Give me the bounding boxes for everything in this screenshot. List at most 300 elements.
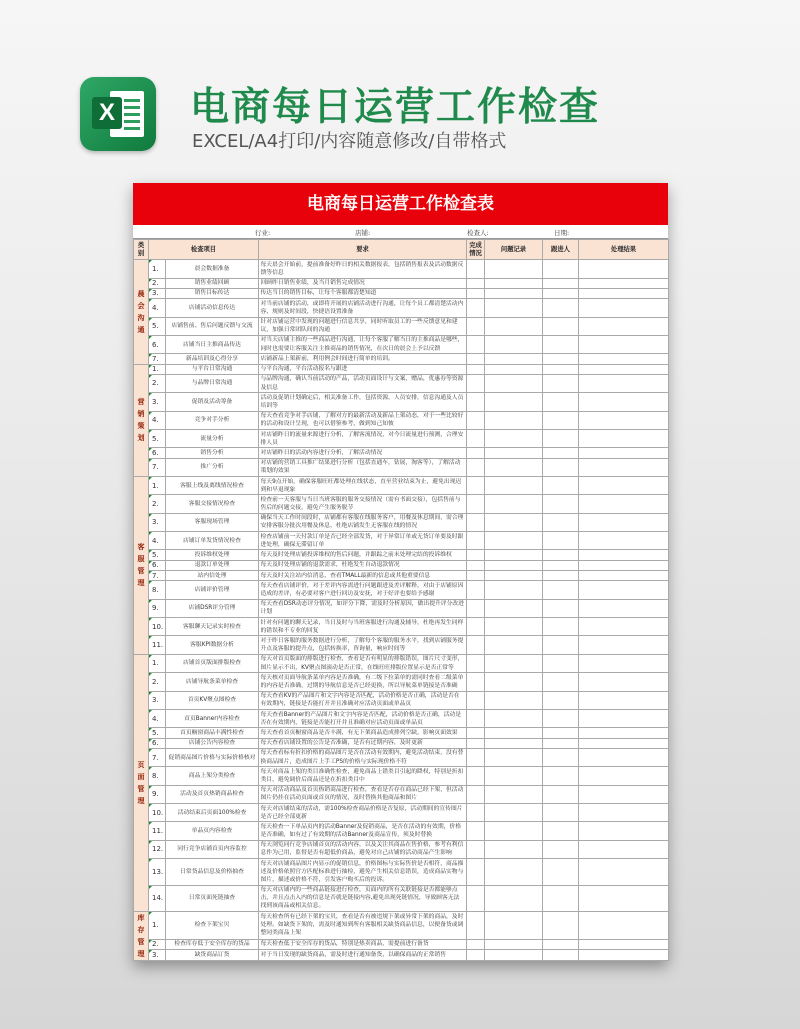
status-cell[interactable]: [467, 260, 485, 278]
result-cell[interactable]: [579, 513, 669, 531]
status-cell[interactable]: [467, 636, 485, 654]
follower-cell[interactable]: [543, 495, 579, 513]
status-cell[interactable]: [467, 335, 485, 353]
item-name: 销售分析: [166, 448, 259, 458]
result-cell[interactable]: [579, 495, 669, 513]
table-row: [134, 429, 669, 447]
issues-cell[interactable]: [485, 728, 543, 738]
follower-cell[interactable]: [543, 411, 579, 429]
table-row: [134, 581, 669, 599]
item-requirement: 对店铺的营销工具推广结果进行分析（包括直通车，钻展，淘客等），了解活动策划的效果: [259, 458, 467, 476]
follower-cell[interactable]: [543, 822, 579, 840]
status-cell[interactable]: [467, 393, 485, 411]
issues-cell[interactable]: [485, 673, 543, 691]
item-name: 店铺售前、售后问题反馈与交流: [166, 317, 259, 335]
inspector-label: 检查人:: [467, 229, 489, 237]
issues-cell[interactable]: [485, 288, 543, 298]
item-number: 6.: [149, 560, 166, 570]
table-row: [134, 804, 669, 822]
status-cell[interactable]: [467, 785, 485, 803]
issues-cell[interactable]: [485, 859, 543, 885]
table-row: [134, 532, 669, 550]
status-cell[interactable]: [467, 448, 485, 458]
follower-cell[interactable]: [543, 748, 579, 766]
issues-cell[interactable]: [485, 885, 543, 911]
item-requirement: 每天及时处理店铺投诉维权的售后问题，并跟踪之前未处理完结的投诉维权: [259, 550, 467, 560]
follower-cell[interactable]: [543, 691, 579, 709]
status-cell[interactable]: [467, 709, 485, 727]
issues-cell[interactable]: [485, 571, 543, 581]
follower-cell[interactable]: [543, 859, 579, 885]
item-name: 店铺订单发货情况检查: [166, 532, 259, 550]
item-requirement: 对店铺昨日的流量来源进行分析，了解客流情况，对今日流量进行预测，合理安排人员: [259, 429, 467, 447]
result-cell[interactable]: [579, 550, 669, 560]
checklist-sheet: [133, 183, 668, 961]
item-name: 检查下架宝贝: [166, 912, 259, 940]
issues-cell[interactable]: [485, 599, 543, 617]
table-row: [134, 912, 669, 940]
table-row: [134, 599, 669, 617]
status-cell[interactable]: [467, 411, 485, 429]
item-name: 投诉维权处理: [166, 550, 259, 560]
issues-cell[interactable]: [485, 299, 543, 317]
issues-cell[interactable]: [485, 748, 543, 766]
issues-cell[interactable]: [485, 260, 543, 278]
result-cell[interactable]: [579, 767, 669, 785]
item-name: 客服交接情况检查: [166, 495, 259, 513]
item-number: 10.: [149, 618, 166, 636]
status-cell[interactable]: [467, 599, 485, 617]
item-requirement: 检查前一天客服与当日当班客服的服务交接情况（需有书面交接），包括售前与售后的问题交接，避免产生服务脱节: [259, 495, 467, 513]
follower-cell[interactable]: [543, 912, 579, 940]
result-cell[interactable]: [579, 476, 669, 494]
item-number: 2.: [149, 673, 166, 691]
status-cell[interactable]: [467, 429, 485, 447]
item-number: 3.: [149, 691, 166, 709]
table-row: [134, 691, 669, 709]
status-cell[interactable]: [467, 885, 485, 911]
table-row: [134, 374, 669, 392]
item-requirement: 对店铺昨日的活动内容进行分析，了解活动情况: [259, 448, 467, 458]
status-cell[interactable]: [467, 513, 485, 531]
follower-cell[interactable]: [543, 448, 579, 458]
issues-cell[interactable]: [485, 767, 543, 785]
table-row: [134, 299, 669, 317]
result-cell[interactable]: [579, 859, 669, 885]
result-cell[interactable]: [579, 260, 669, 278]
issues-cell[interactable]: [485, 618, 543, 636]
result-cell[interactable]: [579, 354, 669, 364]
issues-cell[interactable]: [485, 393, 543, 411]
follower-cell[interactable]: [543, 939, 579, 950]
status-cell[interactable]: [467, 654, 485, 672]
result-cell[interactable]: [579, 618, 669, 636]
item-requirement: 每天检查一下单品页内的活动Banner及促销商品，是否在活动的有效期，价格是否准确，如有过了有效期的活动Banner及商品宣传，须及时替换: [259, 822, 467, 840]
item-requirement: 每天查看店铺评价，对于差评内容需进行问题跟进及差评解释，对由于店铺原因造成的差评，有必要对客户进行回访及安抚，对于好评也要给予感谢: [259, 581, 467, 599]
table-row: [134, 785, 669, 803]
status-cell[interactable]: [467, 691, 485, 709]
status-cell[interactable]: [467, 532, 485, 550]
item-number: 8.: [149, 581, 166, 599]
follower-cell[interactable]: [543, 840, 579, 858]
follower-cell[interactable]: [543, 636, 579, 654]
item-requirement: 传达当日的销售目标，让每个客服都清楚知道: [259, 288, 467, 298]
item-requirement: 每天对店铺商品图片内显示的促销信息，价格图标与实际售价是否相符，商品描述及价格依照官方匹配标准进行抽检，避免产生相关信息错误，造成商品实物与图片，描述或价格不符，引发客户购买后的投诉。: [259, 859, 467, 885]
table-row: [134, 458, 669, 476]
issues-cell[interactable]: [485, 513, 543, 531]
table-row: [134, 317, 669, 335]
item-number: 7.: [149, 354, 166, 364]
item-number: 5.: [149, 550, 166, 560]
status-cell[interactable]: [467, 804, 485, 822]
issues-cell[interactable]: [485, 738, 543, 748]
status-cell[interactable]: [467, 560, 485, 570]
item-name: 首页KV聚点图检查: [166, 691, 259, 709]
status-cell[interactable]: [467, 288, 485, 298]
issues-cell[interactable]: [485, 429, 543, 447]
issues-cell[interactable]: [485, 278, 543, 288]
item-name: 店铺DSR评分管理: [166, 599, 259, 617]
issues-cell[interactable]: [485, 939, 543, 950]
table-row: [134, 411, 669, 429]
item-number: 3.: [149, 393, 166, 411]
table-row: [134, 513, 669, 531]
table-row: [134, 738, 669, 748]
item-name: 检查库存低于安全库存的货品: [166, 939, 259, 950]
col-result: 处理结果: [579, 240, 669, 260]
item-name: 日常页面死链抽查: [166, 885, 259, 911]
result-cell[interactable]: [579, 654, 669, 672]
follower-cell[interactable]: [543, 374, 579, 392]
follower-cell[interactable]: [543, 571, 579, 581]
item-number: 14.: [149, 885, 166, 911]
item-number: 9.: [149, 599, 166, 617]
item-requirement: 店铺新品上架新前，利用例会时间进行简单的培训。: [259, 354, 467, 364]
follower-cell[interactable]: [543, 513, 579, 531]
status-cell[interactable]: [467, 728, 485, 738]
col-item: 检查项目: [149, 240, 259, 260]
issues-cell[interactable]: [485, 532, 543, 550]
follower-cell[interactable]: [543, 354, 579, 364]
col-issues: 问题记录: [485, 240, 543, 260]
follower-cell[interactable]: [543, 785, 579, 803]
item-number: 7.: [149, 571, 166, 581]
item-number: 4.: [149, 709, 166, 727]
result-cell[interactable]: [579, 374, 669, 392]
item-requirement: 每天及时关注站内信消息，查看TMALL最新的信息或其他重要信息: [259, 571, 467, 581]
result-cell[interactable]: [579, 458, 669, 476]
result-cell[interactable]: [579, 448, 669, 458]
item-number: 4.: [149, 299, 166, 317]
status-cell[interactable]: [467, 912, 485, 940]
follower-cell[interactable]: [543, 581, 579, 599]
result-cell[interactable]: [579, 288, 669, 298]
status-cell[interactable]: [467, 859, 485, 885]
follower-cell[interactable]: [543, 532, 579, 550]
issues-cell[interactable]: [485, 335, 543, 353]
issues-cell[interactable]: [485, 476, 543, 494]
issues-cell[interactable]: [485, 317, 543, 335]
table-row: [134, 767, 669, 785]
item-name: 同行竞争店铺首页内容监控: [166, 840, 259, 858]
follower-cell[interactable]: [543, 260, 579, 278]
result-cell[interactable]: [579, 728, 669, 738]
item-name: 活动结束后页面100%检查: [166, 804, 259, 822]
col-requirement: 要求: [259, 240, 467, 260]
item-name: 促销商品图片价格与实际价格核对: [166, 748, 259, 766]
issues-cell[interactable]: [485, 840, 543, 858]
result-cell[interactable]: [579, 636, 669, 654]
item-requirement: 每天核对页面导航条菜单内容是否准确，有二级下拉菜单的需同时查看二级菜单的内容是否准确，过期的导航信息是否已经更换，所以导航菜单链接是否准确: [259, 673, 467, 691]
item-requirement: 与品牌沟通，确认当前活动的产品，活动页面设计与文案，赠品，优惠券等资源及信息: [259, 374, 467, 392]
status-cell[interactable]: [467, 950, 485, 961]
follower-cell[interactable]: [543, 393, 579, 411]
status-cell[interactable]: [467, 939, 485, 950]
follower-cell[interactable]: [543, 288, 579, 298]
follower-cell[interactable]: [543, 599, 579, 617]
result-cell[interactable]: [579, 317, 669, 335]
result-cell[interactable]: [579, 804, 669, 822]
status-cell[interactable]: [467, 550, 485, 560]
item-name: 促销及活动筹备: [166, 393, 259, 411]
result-cell[interactable]: [579, 393, 669, 411]
item-name: 店铺评价管理: [166, 581, 259, 599]
follower-cell[interactable]: [543, 335, 579, 353]
issues-cell[interactable]: [485, 458, 543, 476]
item-name: 与平台日常沟通: [166, 364, 259, 374]
table-row: [134, 840, 669, 858]
excel-x-icon: X: [92, 97, 122, 129]
follower-cell[interactable]: [543, 299, 579, 317]
follower-cell[interactable]: [543, 728, 579, 738]
item-name: 晨会数据准备: [166, 260, 259, 278]
issues-cell[interactable]: [485, 804, 543, 822]
item-number: 13.: [149, 859, 166, 885]
table-row: [134, 885, 669, 911]
follower-cell[interactable]: [543, 458, 579, 476]
issues-cell[interactable]: [485, 560, 543, 570]
item-number: 4.: [149, 411, 166, 429]
item-requirement: 每天查看Banner的产品图片和文字内容是否匹配，活动价格是否正确，活动是否在有效期内，链接是否能打开并且准确对应活动页面或单品页: [259, 709, 467, 727]
status-cell[interactable]: [467, 354, 485, 364]
item-name: 店铺导航条菜单检查: [166, 673, 259, 691]
issues-cell[interactable]: [485, 950, 543, 961]
result-cell[interactable]: [579, 560, 669, 570]
item-name: 日常货品信息及价格抽查: [166, 859, 259, 885]
item-name: 客服聊天记录实时检查: [166, 618, 259, 636]
follower-cell[interactable]: [543, 673, 579, 691]
item-requirement: 针对有问题的聊天记录，当日及时与当班客服进行沟通及辅导，杜绝再发生同样的错误和不专业的回复: [259, 618, 467, 636]
follower-cell[interactable]: [543, 560, 579, 570]
issues-cell[interactable]: [485, 374, 543, 392]
item-name: 新品培训及心得分享: [166, 354, 259, 364]
status-cell[interactable]: [467, 618, 485, 636]
issues-cell[interactable]: [485, 785, 543, 803]
follower-cell[interactable]: [543, 618, 579, 636]
page-title: 电商每日运营工作检查: [190, 85, 601, 130]
item-requirement: 检查店铺前一天付款订单是否已经全部发货，对于异常订单或无货订单要及时跟进处理，确保无滞留订单: [259, 532, 467, 550]
item-requirement: 每天查看KV的产品图片和文字内容是否匹配，活动价格是否正确，活动是否在有效期内，链接是否能打开并且准确对应活动页面或单品页: [259, 691, 467, 709]
item-name: 与品牌日常沟通: [166, 374, 259, 392]
item-number: 8.: [149, 767, 166, 785]
follower-cell[interactable]: [543, 654, 579, 672]
item-number: 1.: [149, 654, 166, 672]
table-row: [134, 673, 669, 691]
item-name: 首页Banner内容检查: [166, 709, 259, 727]
item-number: 9.: [149, 785, 166, 803]
status-cell[interactable]: [467, 364, 485, 374]
issues-cell[interactable]: [485, 495, 543, 513]
item-name: 店铺首页版面排版检查: [166, 654, 259, 672]
status-cell[interactable]: [467, 571, 485, 581]
category-cell: 页面管理: [134, 654, 149, 911]
item-requirement: 确保当天工作时间段时，店铺都有客服在线服务客户，用餐及休息期间，需合理安排客服分批次用餐及休息，杜绝店铺发生无客服在线的情况: [259, 513, 467, 531]
item-number: 2.: [149, 374, 166, 392]
result-cell[interactable]: [579, 912, 669, 940]
result-cell[interactable]: [579, 939, 669, 950]
result-cell[interactable]: [579, 691, 669, 709]
result-cell[interactable]: [579, 335, 669, 353]
result-cell[interactable]: [579, 299, 669, 317]
table-row: [134, 636, 669, 654]
item-requirement: 每天查看DSR动态评分情况，如评分下降，需及时分析原因，做出提升评分改进计划: [259, 599, 467, 617]
follower-cell[interactable]: [543, 804, 579, 822]
item-name: 销售业绩回顾: [166, 278, 259, 288]
result-cell[interactable]: [579, 738, 669, 748]
issues-cell[interactable]: [485, 912, 543, 940]
follower-cell[interactable]: [543, 950, 579, 961]
item-number: 5.: [149, 317, 166, 335]
status-cell[interactable]: [467, 673, 485, 691]
category-cell: 营销策划: [134, 364, 149, 476]
status-cell[interactable]: [467, 458, 485, 476]
follower-cell[interactable]: [543, 709, 579, 727]
result-cell[interactable]: [579, 581, 669, 599]
status-cell[interactable]: [467, 748, 485, 766]
result-cell[interactable]: [579, 364, 669, 374]
status-cell[interactable]: [467, 840, 485, 858]
table-row: [134, 364, 669, 374]
status-cell[interactable]: [467, 317, 485, 335]
result-cell[interactable]: [579, 673, 669, 691]
result-cell[interactable]: [579, 885, 669, 911]
item-number: 7.: [149, 458, 166, 476]
status-cell[interactable]: [467, 495, 485, 513]
table-row: [134, 260, 669, 278]
item-requirement: 每天对店铺内的一些商品链接进行检查，页面内的所有关联链接是否都能够点击，并且点击入内的信息是否就是链接内容,避免出现死链情况，导致顾客无法找到该商品或相关信息。: [259, 885, 467, 911]
category-cell: 客服管理: [134, 476, 149, 654]
item-name: 首页橱窗商品丰满性检查: [166, 728, 259, 738]
sheet-info-row: [133, 225, 668, 239]
table-row: [134, 654, 669, 672]
result-cell[interactable]: [579, 709, 669, 727]
status-cell[interactable]: [467, 738, 485, 748]
result-cell[interactable]: [579, 785, 669, 803]
item-name: 店铺公告内容检查: [166, 738, 259, 748]
status-cell[interactable]: [467, 822, 485, 840]
result-cell[interactable]: [579, 822, 669, 840]
follower-cell[interactable]: [543, 476, 579, 494]
excel-logo-icon: [80, 77, 156, 151]
issues-cell[interactable]: [485, 822, 543, 840]
result-cell[interactable]: [579, 748, 669, 766]
follower-cell[interactable]: [543, 738, 579, 748]
follower-cell[interactable]: [543, 767, 579, 785]
issues-cell[interactable]: [485, 581, 543, 599]
status-cell[interactable]: [467, 278, 485, 288]
result-cell[interactable]: [579, 429, 669, 447]
follower-cell[interactable]: [543, 550, 579, 560]
result-cell[interactable]: [579, 532, 669, 550]
issues-cell[interactable]: [485, 448, 543, 458]
table-row: [134, 393, 669, 411]
shop-label: 店铺:: [355, 229, 371, 237]
issues-cell[interactable]: [485, 364, 543, 374]
item-number: 3.: [149, 513, 166, 531]
status-cell[interactable]: [467, 581, 485, 599]
item-number: 11.: [149, 822, 166, 840]
item-name: 单品页内容检查: [166, 822, 259, 840]
status-cell[interactable]: [467, 767, 485, 785]
item-number: 12.: [149, 840, 166, 858]
issues-cell[interactable]: [485, 411, 543, 429]
category-cell: 晨会沟通: [134, 260, 149, 364]
follower-cell[interactable]: [543, 278, 579, 288]
issues-cell[interactable]: [485, 709, 543, 727]
issues-cell[interactable]: [485, 691, 543, 709]
issues-cell[interactable]: [485, 550, 543, 560]
item-requirement: 对于昨日客服的服务数据进行分析，了解每个客服的服务水平，找到店铺服务提升点及客服的提升点，包括转换率，咨询量，响应时间等: [259, 636, 467, 654]
item-requirement: 回顾昨日销售业绩，及当月销售完成情况: [259, 278, 467, 288]
follower-cell[interactable]: [543, 429, 579, 447]
table-body: [134, 260, 669, 961]
result-cell[interactable]: [579, 411, 669, 429]
result-cell[interactable]: [579, 840, 669, 858]
item-number: 1.: [149, 476, 166, 494]
status-cell[interactable]: [467, 476, 485, 494]
issues-cell[interactable]: [485, 354, 543, 364]
result-cell[interactable]: [579, 950, 669, 961]
date-label: 日期:: [554, 229, 570, 237]
follower-cell[interactable]: [543, 317, 579, 335]
item-requirement: 每天晨会开始前，提前准备好昨日的相关数据报表，包括销售报表及活动数据反馈等信息: [259, 260, 467, 278]
item-requirement: 针对店铺运营中发现的问题进行信息共享，同时听取员工的一些反馈意见和建议，加强日常团队间的沟通: [259, 317, 467, 335]
item-requirement: 与平台沟通，平台活动报名与跟进: [259, 364, 467, 374]
issues-cell[interactable]: [485, 654, 543, 672]
issues-cell[interactable]: [485, 636, 543, 654]
item-number: 4.: [149, 532, 166, 550]
follower-cell[interactable]: [543, 364, 579, 374]
table-row: [134, 288, 669, 298]
item-name: 店铺活动信息传达: [166, 299, 259, 317]
item-requirement: 每天查看首页橱窗商品是否丰满，有无下架商品造成排列空缺，影响页面效果: [259, 728, 467, 738]
item-requirement: 每天查看店铺设置的公告是否准确，是否有过期内容，及时更新: [259, 738, 467, 748]
item-number: 2.: [149, 939, 166, 950]
result-cell[interactable]: [579, 599, 669, 617]
item-requirement: 对当天店铺主推的一些商品进行沟通，让每个客服了解当日的主推商品是哪些，同时也需要让客服关注主推商品的销售情况，在次日的晨会上予以反馈: [259, 335, 467, 353]
table-row: [134, 728, 669, 738]
result-cell[interactable]: [579, 278, 669, 288]
status-cell[interactable]: [467, 299, 485, 317]
result-cell[interactable]: [579, 571, 669, 581]
table-row: [134, 748, 669, 766]
item-requirement: 每天及时处理店铺的退款需求，杜绝发生自动退款情况: [259, 560, 467, 570]
item-requirement: 每天查看竞争对手店铺，了解对方的最新活动及新品上架动态，对于一些比较好的活动和设计呈现，也可以借鉴参考，做到知己知彼: [259, 411, 467, 429]
follower-cell[interactable]: [543, 885, 579, 911]
table-row: [134, 571, 669, 581]
status-cell[interactable]: [467, 374, 485, 392]
table-row: [134, 939, 669, 950]
